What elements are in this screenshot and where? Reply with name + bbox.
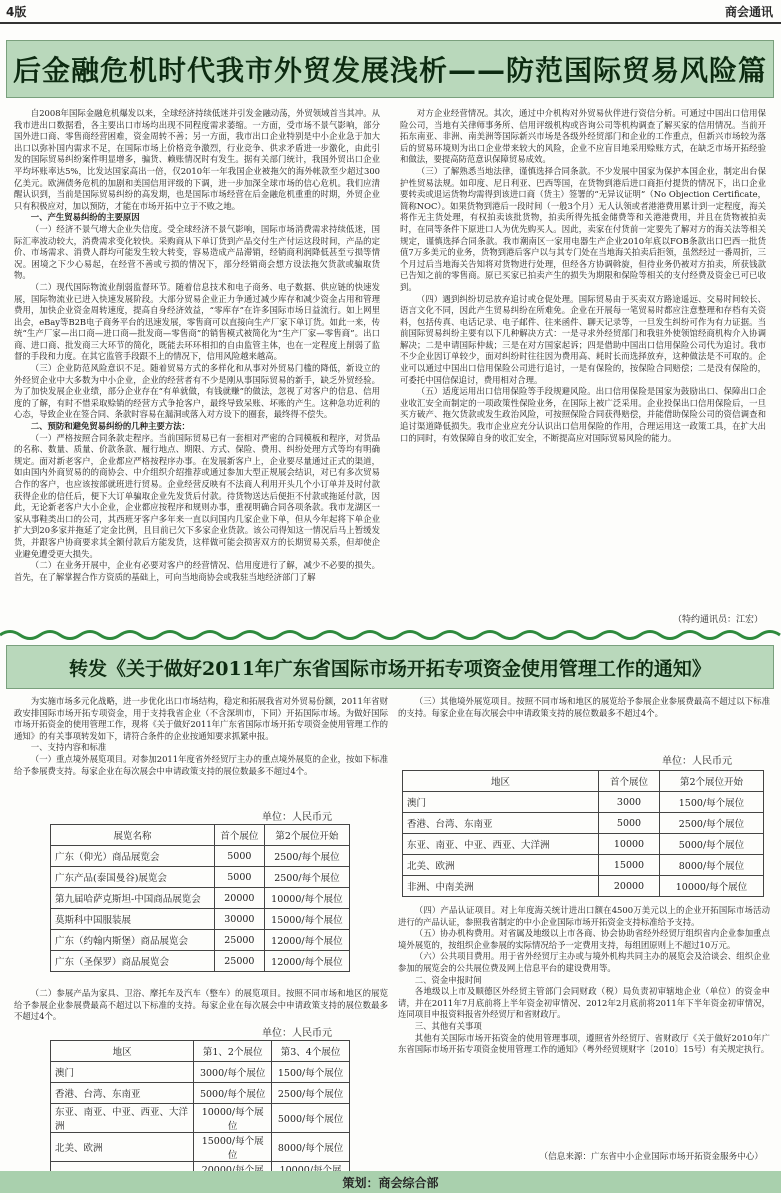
table-cell: 澳门 [403, 792, 599, 813]
table-row [51, 930, 350, 951]
table-header-cell: 第2个展位开始 [264, 825, 349, 846]
table-row [403, 813, 764, 834]
table-row [51, 846, 350, 867]
paragraph: （六）公共项目费用。用于省外经贸厅主办或与境外机构共同主办的展览会及洽谈会、组织企业参加的展览会的公共展位费及网上信息平台的建设费用等。 [398, 951, 770, 973]
table-cell: 5000 [214, 846, 264, 867]
article2-title: 转发《关于做好2011年广东省国际市场开拓专项资金使用管理工作的通知》 [69, 657, 711, 680]
para3-text: （三）其他境外展览项目。按照不同市场和地区的展览给予参展企业参展费最高不超过以下标准的支持。每家企业在每次展会中申请政策支持的展位数最多不超过4个。 [398, 696, 770, 718]
article1-credit: （特约通讯员：江宏） [672, 615, 763, 625]
paragraph: （四）产品认证项目。对上年度海关统计进出口额在4500万美元以上的企业开拓国际市场活动进行的产品认证，参照我省制定的中小企业国际市场开拓资金支持标准给予支持。 [398, 905, 770, 927]
table-cell: 第九届哈萨克斯坦-中国商品展览会 [51, 888, 215, 909]
table-cell: 东亚、南亚、中亚、西亚、大洋洲 [51, 1104, 194, 1133]
table2-furniture-exhibitions [50, 1040, 350, 1191]
table-cell: 30000 [214, 909, 264, 930]
table-cell: 12000/每个展位 [264, 930, 349, 951]
page-number: 4版 [6, 5, 27, 19]
table-cell: 3000/每个展位 [194, 1062, 272, 1083]
table-header-row [403, 771, 764, 792]
table-cell: 15000/每个展位 [194, 1133, 272, 1162]
table-row [51, 1062, 350, 1083]
table-cell: 1500/每个展位 [272, 1062, 350, 1083]
table-cell: 5000/每个展位 [659, 834, 763, 855]
paragraph: （三）企业防范风险意识不足。随着贸易方式的多样化和从事对外贸易门槛的降低，新设立的外经贸企业中大多数为中小企业，企业的经营者有不少是刚从事国际贸易的新手，缺乏外贸经验。为了加快发展企业业绩，部分企业存在“有单就做，有钱就赚”的做法，忽视了对客户的信息、信用度的了解，有时不惜采取赊销的经营方式争抢客户，最终导致呆账、坏账的产生。这种急功近利的心态，导致企业在签合同、条款时容易在漏洞或落入对方设下的圈套，最终得不偿失。 [14, 363, 380, 420]
page-footer [0, 1171, 781, 1193]
paragraph: （一）重点境外展览项目。对参加2011年度省外经贸厅主办的重点境外展览的企业，按如下标准给予参展费支持。每家企业在每次展会中申请政策支持的展位数最多不超过4个。 [14, 753, 388, 776]
paragraph: 自2008年国际金融危机爆发以来，全球经济持续低迷并引发金融动荡，外贸领域首当其冲。从我市进出口数据看，各主要出口市场均出现不同程度需求萎缩。一方面，受市场不景气影响，部分国外进口商、零售商经营困难，资金周转不善；另一方面，我市出口企业特别是中小企业急于加大出口以弥补国内需求不足，在国际市场上价格竞争激烈，行业竞争、供求矛盾进一步激化，由此引发的国际贸易纠纷案件明显增多，骗货、赖账情况时有发生。据有关部门统计，我国外贸出口企业平均坏账率达5%，比发达国家高出一倍，仅2010年一年我国企业被拖欠的海外帐款至少超过300亿美元。欧洲债务危机的加剧和美国信用评级的下调，进一步加深全球市场的信心危机。我们应清醒认识到，当前是国际贸易纠纷的高发期，也是国际市场经营在后金融危机重重的时期，外贸企业只有积极应对，加以预防，才能在市场开拓中立于不败之地。 [14, 108, 380, 211]
table-header-row [51, 825, 350, 846]
table-cell: 5000/每个展位 [194, 1083, 272, 1104]
paragraph: （三）了解熟悉当地法律，谨慎选择合同条款。不少发展中国家为保护本国企业，制定出台保护性贸易法规。如印度、尼日利亚、巴西等国，在货物到港后进口商拒付提货的情况下，出口企业要转卖或退运货物均需得到该进口商（货主）签署的“无异议证明”（No Objection Certificate，简称NOC）。如果货物到港后一段时间（一般3个月）无人认领或者港港费用累计到一定程度，海关将作无主货处理，有权拍卖该批货物，拍卖所得先抵金储费等和关港港费用，并且在货物被拍卖时，在同等条件下原进口人为优先购买人。因此，卖家在付货前一定要先了解对方的海关法等相关规定，谨慎选择合同条款。我市潮南区一家用电器生产企业2010年底以FOB条款出口巴西一批货值7万多美元的业务，货物到港后客户以与其专门处在当地海关拍卖后拒领，虽然经过一番周折，三个月过后当地海关告知将对货物进行处理，但经各方协调斡旋，但待业务仍被对方拍卖，所获钱款已告知之前的零售商。原已买家已拍卖产生的损失为期限和保险等相关的支付经费及资金已可已收到。 [400, 165, 766, 292]
table-row [403, 834, 764, 855]
table-cell: 10000/每个展位 [194, 1104, 272, 1133]
table2-unit: 单位：人民币元 [262, 1028, 332, 1039]
article1-body [14, 108, 766, 608]
article1-title-banner [6, 40, 774, 98]
table-row [51, 867, 350, 888]
table-cell: 10000 [599, 834, 660, 855]
table-row [51, 1083, 350, 1104]
table-cell: 香港、台湾、东南亚 [51, 1083, 194, 1104]
table-cell: 15000 [599, 855, 660, 876]
table-cell: 广东（约翰内斯堡）商品展览会 [51, 930, 215, 951]
wave-divider [0, 628, 781, 642]
table-header-cell: 首个展位 [599, 771, 660, 792]
table-cell: 10000/每个展位 [659, 876, 763, 897]
table-cell: 25000 [214, 951, 264, 972]
article2-para2: （二）参展产品为家具、卫浴、摩托车及汽车（整车）的展览项目。按照不同市场和地区的展览给予参展企业参展费最高不超过以下标准的支持。每家企业在每次展会中申请政策支持的展位数最多不超过4个。 [14, 988, 388, 1022]
paragraph: （四）遇到纠纷切忌放弃追讨或仓促处理。国际贸易由于买卖双方路途遥远、交易时间较长、语言文化不同，因此产生贸易纠纷在所难免。企业在开展每一笔贸易时都应注意整理和存档有关资料，包括传真、电话记录、电子邮件、往来函件、聊天记录等，一旦发生纠纷可作为有力证据。当前国际贸易纠纷主要有以下几种解决方式：一是寻求外经贸部门和我驻外使领馆经商机构介入协调解决；二是申请国际仲裁；三是在对方国家起诉；四是借助中国出口信用保险公司代为追讨。我市不少企业因订单较少，面对纠纷时往往因为费用高、耗时长而选择放弃，这种做法是不可取的。企业可以通过中国出口信用保险公司进行追讨，一是有保险的，按保险合同赔偿；二是没有保险的，可委托中国信保追讨，费用相对合理。 [400, 293, 766, 385]
table3-other-exhibitions [402, 770, 764, 897]
table-header-cell: 第3、4个展位 [272, 1041, 350, 1062]
article1-column-left [14, 108, 380, 608]
paragraph: （五）适度运用出口信用保险等手段规避风险。出口信用保险是国家为鼓励出口、保障出口企业收汇安全而制定的一项政策性保险业务，在国际上被广泛采用。企业投保出口信用保险后，一旦买方破产、拖欠货款或发生政治风险，可按照保险合同获得赔偿，并能借助保险公司的资信调查和追讨渠道降低损失。我市企业应充分认识出口信用保险的作用，合理运用这一政策工具，在扩大出口的同时，有效保障自身的收汇安全，不断提高应对国际贸易风险的能力。 [400, 386, 766, 443]
paragraph: （一）严格按照合同条款走程序。当前国际贸易已有一套相对严密的合同模板和程序，对货品的名称、数量、质量、价款条款、履行地点、期限、方式、保险、费用、纠纷处理方式等均有明确规定。面对新老客户，企业都应严格按程序办事。在发展新客户上，企业要尽量通过正式的渠道，如由国内外商贸易的的商协会、中介组织介绍推荐或通过参加大型正规展会结识，对已有多次贸易合作的客户，也应该按部就班进行贸易。企业经营反映有不法商人利用开头几个小订单并及时付款获得企业的信任后，便下大订单骗取企业先发货后付款。待货物送达后便拒不付款或拖延付款，因此，无论新老客户大小企业，企业都应按程序和规则办事，重视明确合同各项条款。我市龙湖区一家从事鞋类出口的公司，其西班牙客户多年来一直以问国内几家企业下单，但从今年起将下单企业扩大到20多家并拖延了定金比例，且目前已欠下多家企业货款。该公司得知这一情况后马上暂缓发货，并跟客户协商要求其全额付款后方能发货，这样做可能会损害双方的长期贸易关系，但却使企业避免遭受更大损失。 [14, 432, 380, 559]
paragraph: 二、预防和避免贸易纠纷的几种主要方法： [30, 421, 190, 432]
table-cell: 15000/每个展位 [264, 909, 349, 930]
table-cell: 广东（圣保罗）商品展览会 [51, 951, 215, 972]
table-cell: 1500/每个展位 [659, 792, 763, 813]
table-header-cell: 第2个展位开始 [659, 771, 763, 792]
paragraph: （一）经济不景气增大企业失信度。受全球经济不景气影响，国际市场消费需求持续低迷，国际汇率波动较大，消费需求变化较快。采购商从下单订货到产品交付生产付运这段时间，产品的定价、市场需求、消费人群均可能发生较大转变，容易造成产品滞销，经销商利润降低甚至亏损等情况。困境之下少心易起，在经营不善或亏损的情况下，部分经销商会想方设法拖欠货款或骗取货物。 [14, 223, 380, 281]
table-cell: 5000 [599, 813, 660, 834]
table-cell: 2500/每个展位 [264, 867, 349, 888]
table-cell: 10000/每个展位 [264, 888, 349, 909]
table-header-cell: 首个展位 [214, 825, 264, 846]
paragraph: 其他有关国际市场开拓资金的使用管理事项，遵照省外经贸厅、省财政厅《关于做好2010年广东省国际市场开拓专项资金使用管理工作的通知》（粤外经贸规财字〔2010〕15号）有关规定执行。 [398, 1032, 770, 1055]
table-cell: 20000 [214, 888, 264, 909]
table-row [51, 1133, 350, 1162]
paragraph: 三、其他有关事项 [414, 1020, 482, 1031]
article1-title: 后金融危机时代我市外贸发展浅析——防范国际贸易风险篇 [12, 54, 767, 87]
paragraph: 二、资金申报时间 [414, 974, 482, 985]
table-cell: 2500/每个展位 [264, 846, 349, 867]
paragraph: 一、支持内容和标准 [30, 742, 107, 753]
table-header-cell: 第1、2个展位 [194, 1041, 272, 1062]
table-row [403, 792, 764, 813]
table-cell: 3000 [599, 792, 660, 813]
table-cell: 北美、欧洲 [51, 1133, 194, 1162]
table-cell: 5000/每个展位 [272, 1104, 350, 1133]
table-cell: 2500/每个展位 [659, 813, 763, 834]
table1-key-exhibitions [50, 824, 350, 972]
table-row [51, 909, 350, 930]
paragraph: 对方企业经营情况。其次，通过中介机构对外贸易伙伴进行资信分析。可通过中国出口信用保险公司，当地有关律师事务所、信用评级机构或咨询公司等机构调查了解买家的信用情况。当前开拓东南亚、非洲、南美洲等国际新兴市场是各级外经贸部门和企业的工作重点，但新兴市场较为落后的贸易环境则为出口企业带来较大的风险，企业不应盲目地采用赊账方式，在缺乏市场开拓经验和做法，要提高防范意识保障贸易成效。 [400, 108, 766, 165]
table-cell: 莫斯科中国服装展 [51, 909, 215, 930]
table-cell: 北美、欧洲 [403, 855, 599, 876]
page-header [0, 0, 781, 24]
table-cell: 8000/每个展位 [659, 855, 763, 876]
article2-para3 [398, 696, 770, 746]
table-cell: 广东产品(泰国曼谷)展览会 [51, 867, 215, 888]
table-cell: 香港、台湾、东南亚 [403, 813, 599, 834]
table-cell: 25000 [214, 930, 264, 951]
table-cell: 8000/每个展位 [272, 1133, 350, 1162]
footer-text: 策划：商会综合部 [342, 1175, 439, 1190]
table-cell: 东亚、南亚、中亚、西亚、大洋洲 [403, 834, 599, 855]
article2-source: （信息来源：广东省中小企业国际市场开拓资金服务中心） [539, 1152, 763, 1162]
table-header-cell: 地区 [403, 771, 599, 792]
table-cell: 12000/每个展位 [264, 951, 349, 972]
table-row [403, 855, 764, 876]
paragraph: 一、产生贸易纠纷的主要原因 [30, 212, 140, 223]
paragraph: （二）现代国际物流业削弱监督环节。随着信息技术和电子商务、电子数据、供应链的快速发展，国际物流业已进入快速发展阶段。大部分贸易企业正力争通过减少库存和减少资金占用和管理费用，加快企业资金周转速度，提高自身经济效益，“零库存”在许多国际市场日益流行。如上网里出会，eBay等B2B电子商务平台的迅速发展，零售商可以直接向生产厂家下单订货。如此一来，传统“生产厂家—出口商—进口商—批发商—零售商”的销售模式被简化为“生产厂家—零售商”。出口商、进口商、批发商三大环节的简化，既能去环环相扣的自由监管主体，也在一定程度上削弱了监督的手段和力度。在其它监管手段跟不上的情况下，信用风险越来越高。 [14, 281, 380, 362]
article2-title-banner [6, 645, 774, 689]
article2-tail [398, 905, 770, 1085]
table-header-row [51, 1041, 350, 1062]
publication-name: 商会通讯 [724, 5, 773, 19]
table-cell: 2500/每个展位 [272, 1083, 350, 1104]
table-cell: 5000 [214, 867, 264, 888]
table-cell: 澳门 [51, 1062, 194, 1083]
table3-unit: 单位：人民币元 [662, 756, 732, 767]
article1-column-right [400, 108, 766, 608]
table-cell: 20000 [599, 876, 660, 897]
table-header-cell: 地区 [51, 1041, 194, 1062]
table-cell: 广东（仰光）商品展览会 [51, 846, 215, 867]
table-row [51, 1104, 350, 1133]
table-cell: 非洲、中南美洲 [403, 876, 599, 897]
paragraph: 为实施市场多元化战略，进一步优化出口市场结构，稳定和拓展我省对外贸易份额，2011年省财政安排国际市场开拓专项资金，用于支持我省企业（不含深圳市，下同）开拓国际市场。为做好国际市场开拓资金的使用管理工作，现将《关于做好2011年广东省国际市场开拓专项资金使用管理工作的通知》的有关事项转发如下，请符合条件的企业按通知要求抓紧申报。 [14, 696, 388, 741]
table1-unit: 单位：人民币元 [262, 812, 332, 823]
paragraph: （五）协办机构费用。对省属及地级以上市各商、协会协助省经外经贸厅组织省内企业参加重点境外展览的，按组织企业参展的实际情况给予一定费用支持，每组团原则上不超过10万元。 [398, 928, 770, 950]
table-row [51, 888, 350, 909]
table-row [403, 876, 764, 897]
paragraph: 各地级以上市及顺德区外经贸主管部门会同财政（税）局负责初审辖地企业（单位）的资金申请，并在2011年7月底前将上半年资金初审情况、2012年2月底前将2011年下半年资金初审情况，连同项目申报资料报省外经贸厅和省财政厅。 [398, 986, 770, 1020]
table-header-cell: 展览名称 [51, 825, 215, 846]
paragraph: （二）在业务开展中，企业有必要对客户的经营情况、信用度进行了解，减少不必要的损失。首先，在了解掌握合作方资质的基础上，可向当地商协会或我驻当地经济部门了解 [14, 560, 380, 582]
table-row [51, 951, 350, 972]
